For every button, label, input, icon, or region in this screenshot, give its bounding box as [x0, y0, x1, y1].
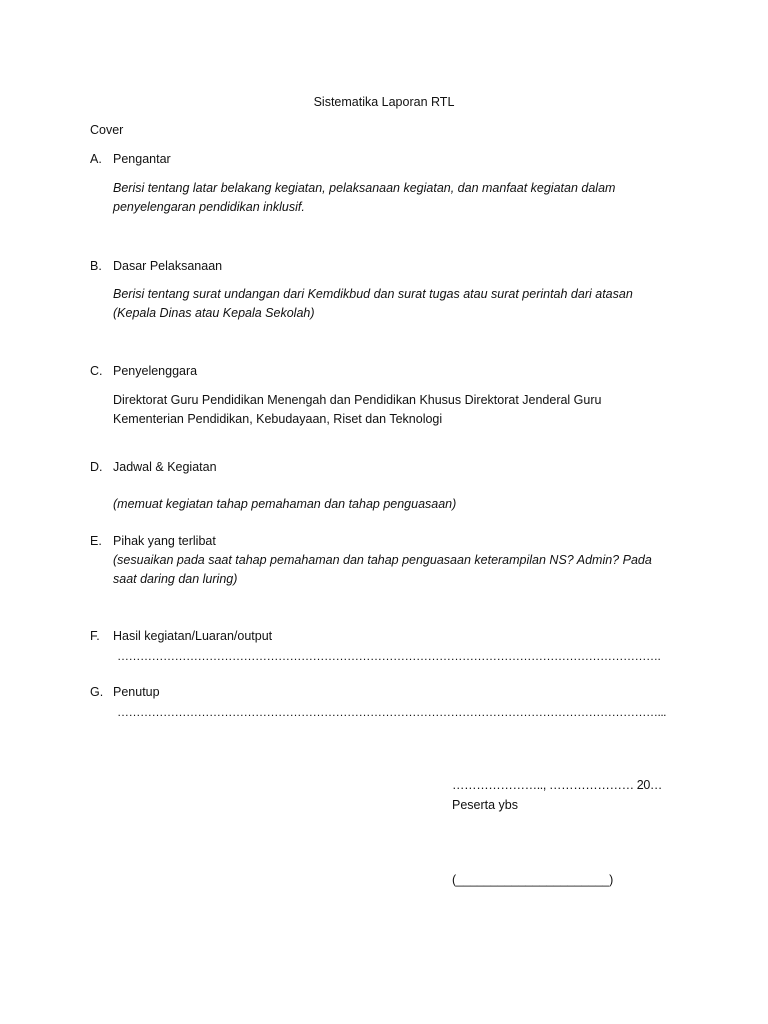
- section-f-heading: Hasil kegiatan/Luaran/output: [113, 629, 273, 643]
- section-c-body-line-1: Direktorat Guru Pendidikan Menengah dan Pendidikan Khusus Direktorat Jenderal Guru: [113, 393, 602, 407]
- section-d-body-line-1: (memuat kegiatan tahap pemahaman dan tahap penguasaan): [113, 497, 457, 511]
- section-e-letter: E.: [90, 534, 102, 548]
- section-b-letter: B.: [90, 259, 102, 273]
- section-e-body-line-1: (sesuaikan pada saat tahap pemahaman dan tahap penguasaan keterampilan NS? Admin? Pada: [113, 553, 652, 567]
- section-d-heading: Jadwal & Kegiatan: [113, 460, 217, 474]
- section-g-letter: G.: [90, 685, 104, 699]
- section-b-heading: Dasar Pelaksanaan: [113, 259, 223, 273]
- section-d-letter: D.: [90, 460, 103, 474]
- section-f-dotted-line: …………………………………………………………………………………………………………………………….: [117, 649, 661, 663]
- section-a-body-line-2: penyelengaran pendidikan inklusif.: [113, 200, 305, 214]
- section-c-body-line-2: Kementerian Pendidikan, Kebudayaan, Riset dan Teknologi: [113, 412, 443, 426]
- section-a-letter: A.: [90, 152, 102, 166]
- section-e-body-line-2: saat daring dan luring): [113, 572, 238, 586]
- section-f-letter: F.: [90, 629, 100, 643]
- section-b-body-line-2: (Kepala Dinas atau Kepala Sekolah): [113, 306, 315, 320]
- signature-participant: Peserta ybs: [452, 798, 519, 812]
- section-g-dotted-line: ……………………………………………………………………………………………………………………………...: [117, 705, 667, 719]
- section-e-heading: Pihak yang terlibat: [113, 534, 216, 548]
- document-title: Sistematika Laporan RTL: [313, 95, 455, 109]
- section-a-heading: Pengantar: [113, 152, 171, 166]
- section-c-letter: C.: [90, 364, 103, 378]
- section-b-body-line-1: Berisi tentang surat undangan dari Kemdikbud dan surat tugas atau surat perintah dari atasan: [113, 287, 633, 301]
- signature-name-line: (______________________): [452, 873, 614, 887]
- section-g-heading: Penutup: [113, 685, 160, 699]
- cover-label: Cover: [90, 123, 124, 137]
- signature-place-date: ………………….., ………………… 20…: [452, 778, 662, 792]
- section-a-body-line-1: Berisi tentang latar belakang kegiatan, pelaksanaan kegiatan, dan manfaat kegiatan dalam: [113, 181, 616, 195]
- section-c-heading: Penyelenggara: [113, 364, 198, 378]
